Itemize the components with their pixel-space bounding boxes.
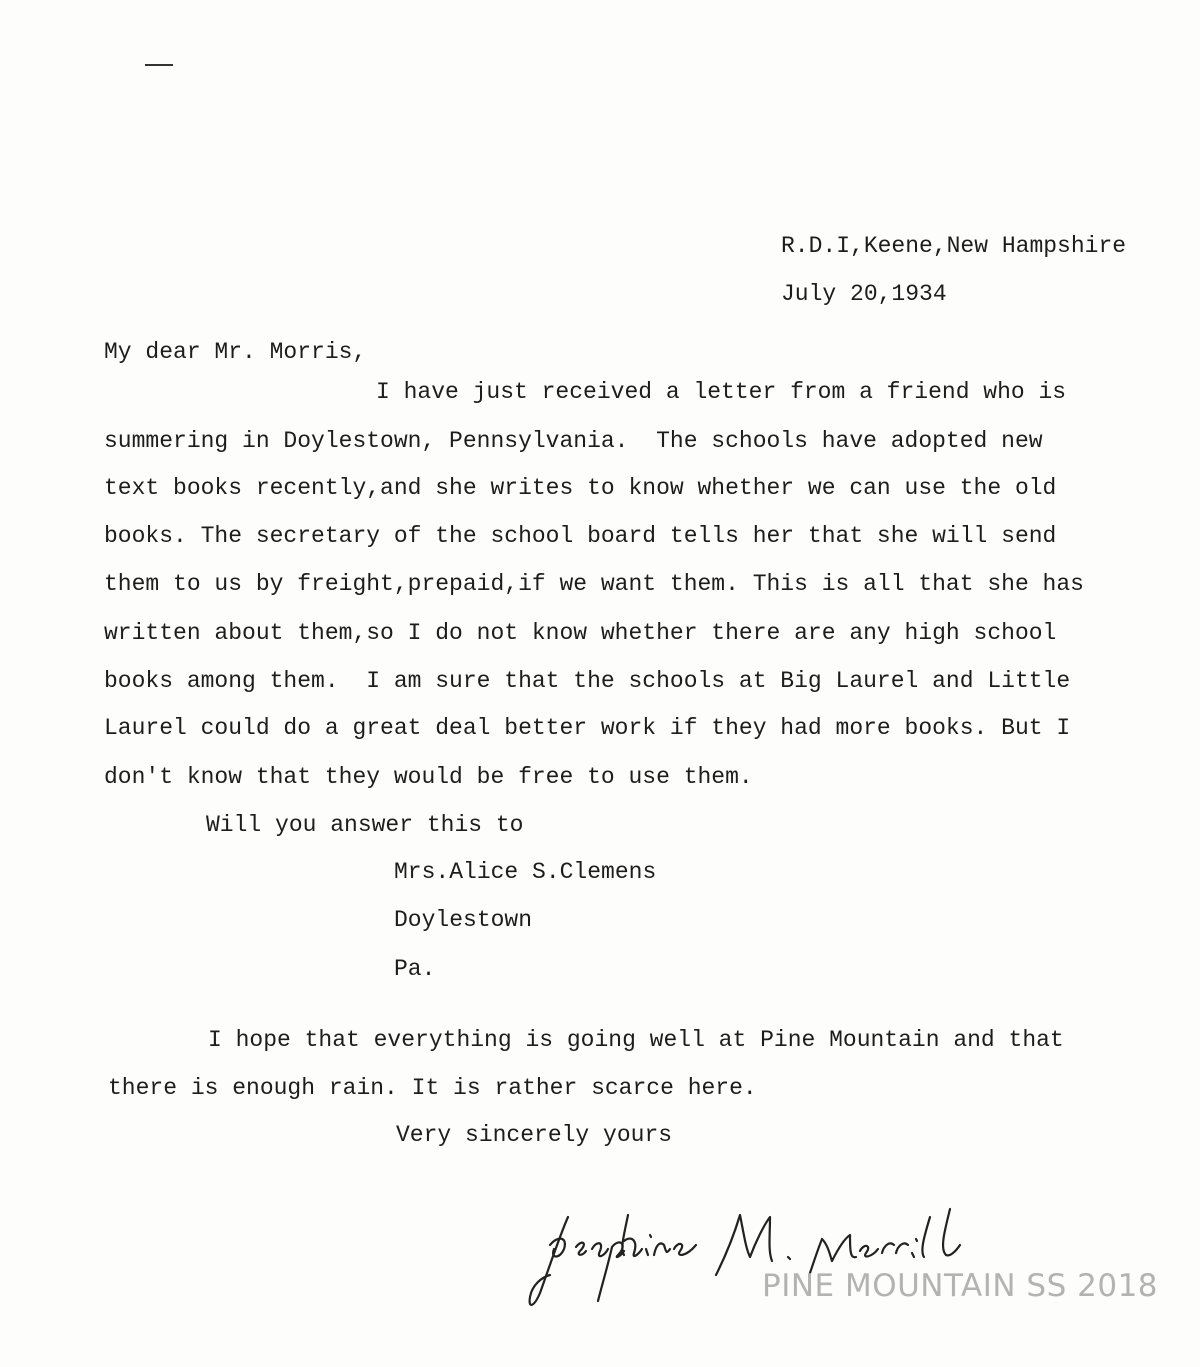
salutation: My dear Mr. Morris, (104, 339, 367, 365)
body-line: written about them,so I do not know whether there are any high school (104, 620, 1057, 646)
valediction: Very sincerely yours (396, 1122, 673, 1148)
body-line: don't know that they would be free to use them. (104, 764, 753, 790)
body-line: books. The secretary of the school board tells her that she will send (104, 523, 1057, 549)
typed-dash-mark (145, 64, 173, 66)
letter-date: July 20,1934 (781, 281, 947, 307)
request-line: Will you answer this to (206, 812, 524, 838)
sender-address: R.D.I,Keene,New Hampshire (781, 233, 1127, 259)
archive-watermark: PINE MOUNTAIN SS 2018 (762, 1268, 1159, 1304)
body-line: text books recently,and she writes to know whether we can use the old (104, 475, 1057, 501)
body-line: them to us by freight,prepaid,if we want them. This is all that she has (104, 571, 1084, 597)
body-line: I have just received a letter from a friend who is (376, 379, 1067, 405)
closing-line: I hope that everything is going well at Pine Mountain and that (208, 1027, 1064, 1053)
body-line: Laurel could do a great deal better work if they had more books. But I (104, 715, 1071, 741)
body-line: summering in Doylestown, Pennsylvania. The schools have adopted new (104, 428, 1043, 454)
recipient-name: Mrs.Alice S.Clemens (394, 859, 657, 885)
recipient-city: Doylestown (394, 907, 533, 933)
body-line: books among them. I am sure that the schools at Big Laurel and Little (104, 668, 1071, 694)
closing-line: there is enough rain. It is rather scarce here. (108, 1075, 757, 1101)
recipient-state: Pa. (394, 956, 436, 982)
